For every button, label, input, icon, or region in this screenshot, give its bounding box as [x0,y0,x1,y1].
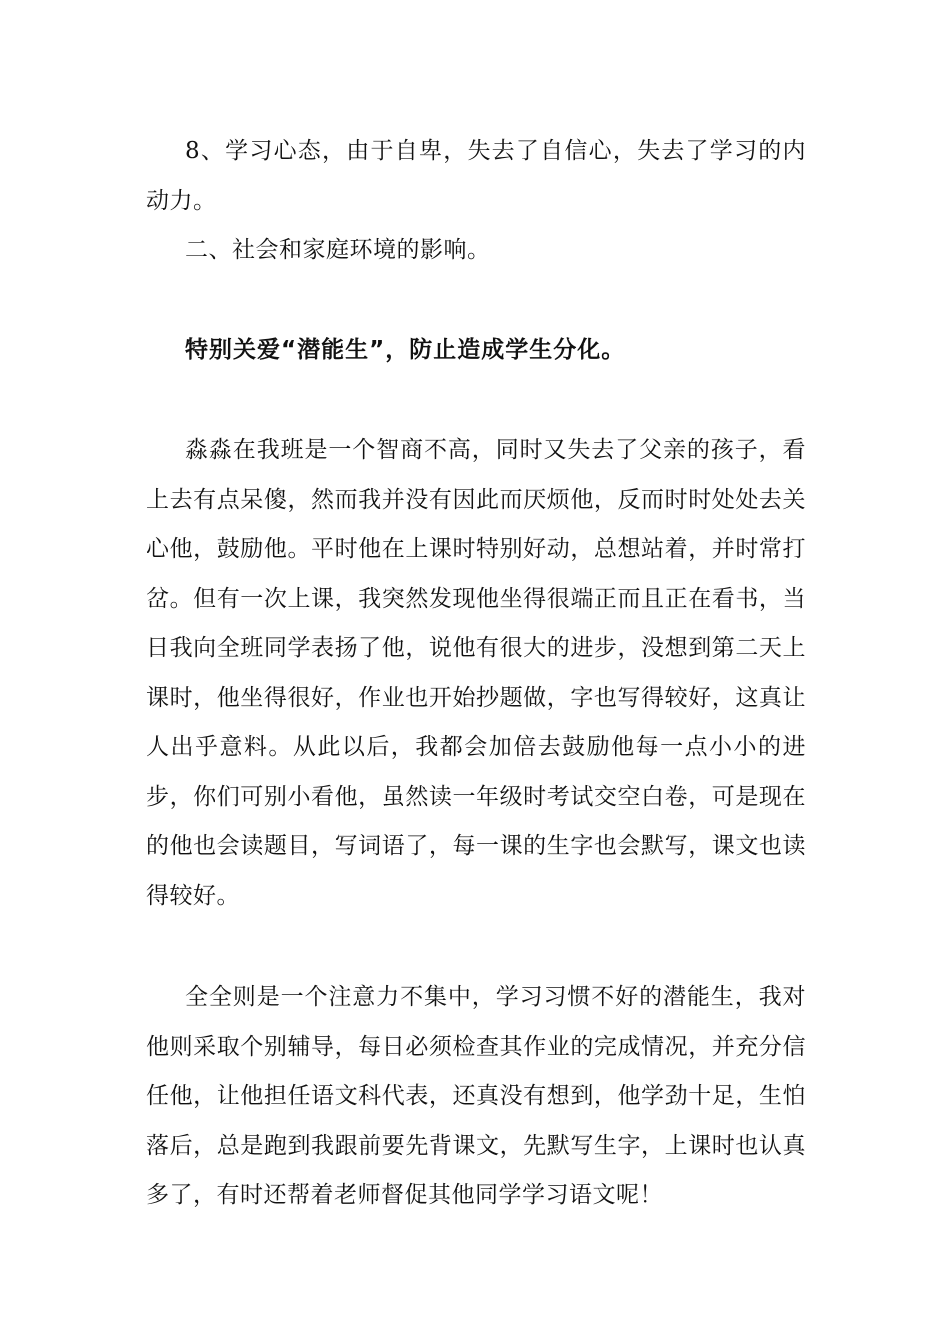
paragraph-social-family-influence: 二、社会和家庭环境的影响。 [185,237,491,263]
section-heading: 特别关爱“潜能生”，防止造成学生分化。 [185,337,626,363]
paragraph-quanquan-story: 全全则是一个注意力不集中，学习习惯不好的潜能生，我对他则采取个别辅导，每日必须检查其作业的完成情况，并充分信任他，让他担任语文科代表，还真没有想到，他学劲十足，生怕落后，总是跑到我跟前要先背课文，先默写生字，上课时也认真多了，有时还帮着老师督促其他同学学习语文呢！ [146,984,806,1208]
paragraph-miaomiao-story: 淼淼在我班是一个智商不高，同时又失去了父亲的孩子，看上去有点呆傻，然而我并没有因此而厌烦他，反而时时处处去关心他，鼓励他。平时他在上课时特别好动，总想站着，并时常打岔。但有一次上课，我突然发现他坐得很端正而且正在看书，当日我向全班同学表扬了他，说他有很大的进步，没想到第二天上课时，他坐得很好，作业也开始抄题做，字也写得较好，这真让人出乎意料。从此以后，我都会加倍去鼓励他每一点小小的进步，你们可别小看他，虽然读一年级时考试交空白卷，可是现在的他也会读题目，写词语了，每一课的生字也会默写，课文也读得较好。 [146,437,806,909]
paragraph-learning-mentality: 8、学习心态，由于自卑，失去了自信心，失去了学习的内动力。 [146,138,806,214]
